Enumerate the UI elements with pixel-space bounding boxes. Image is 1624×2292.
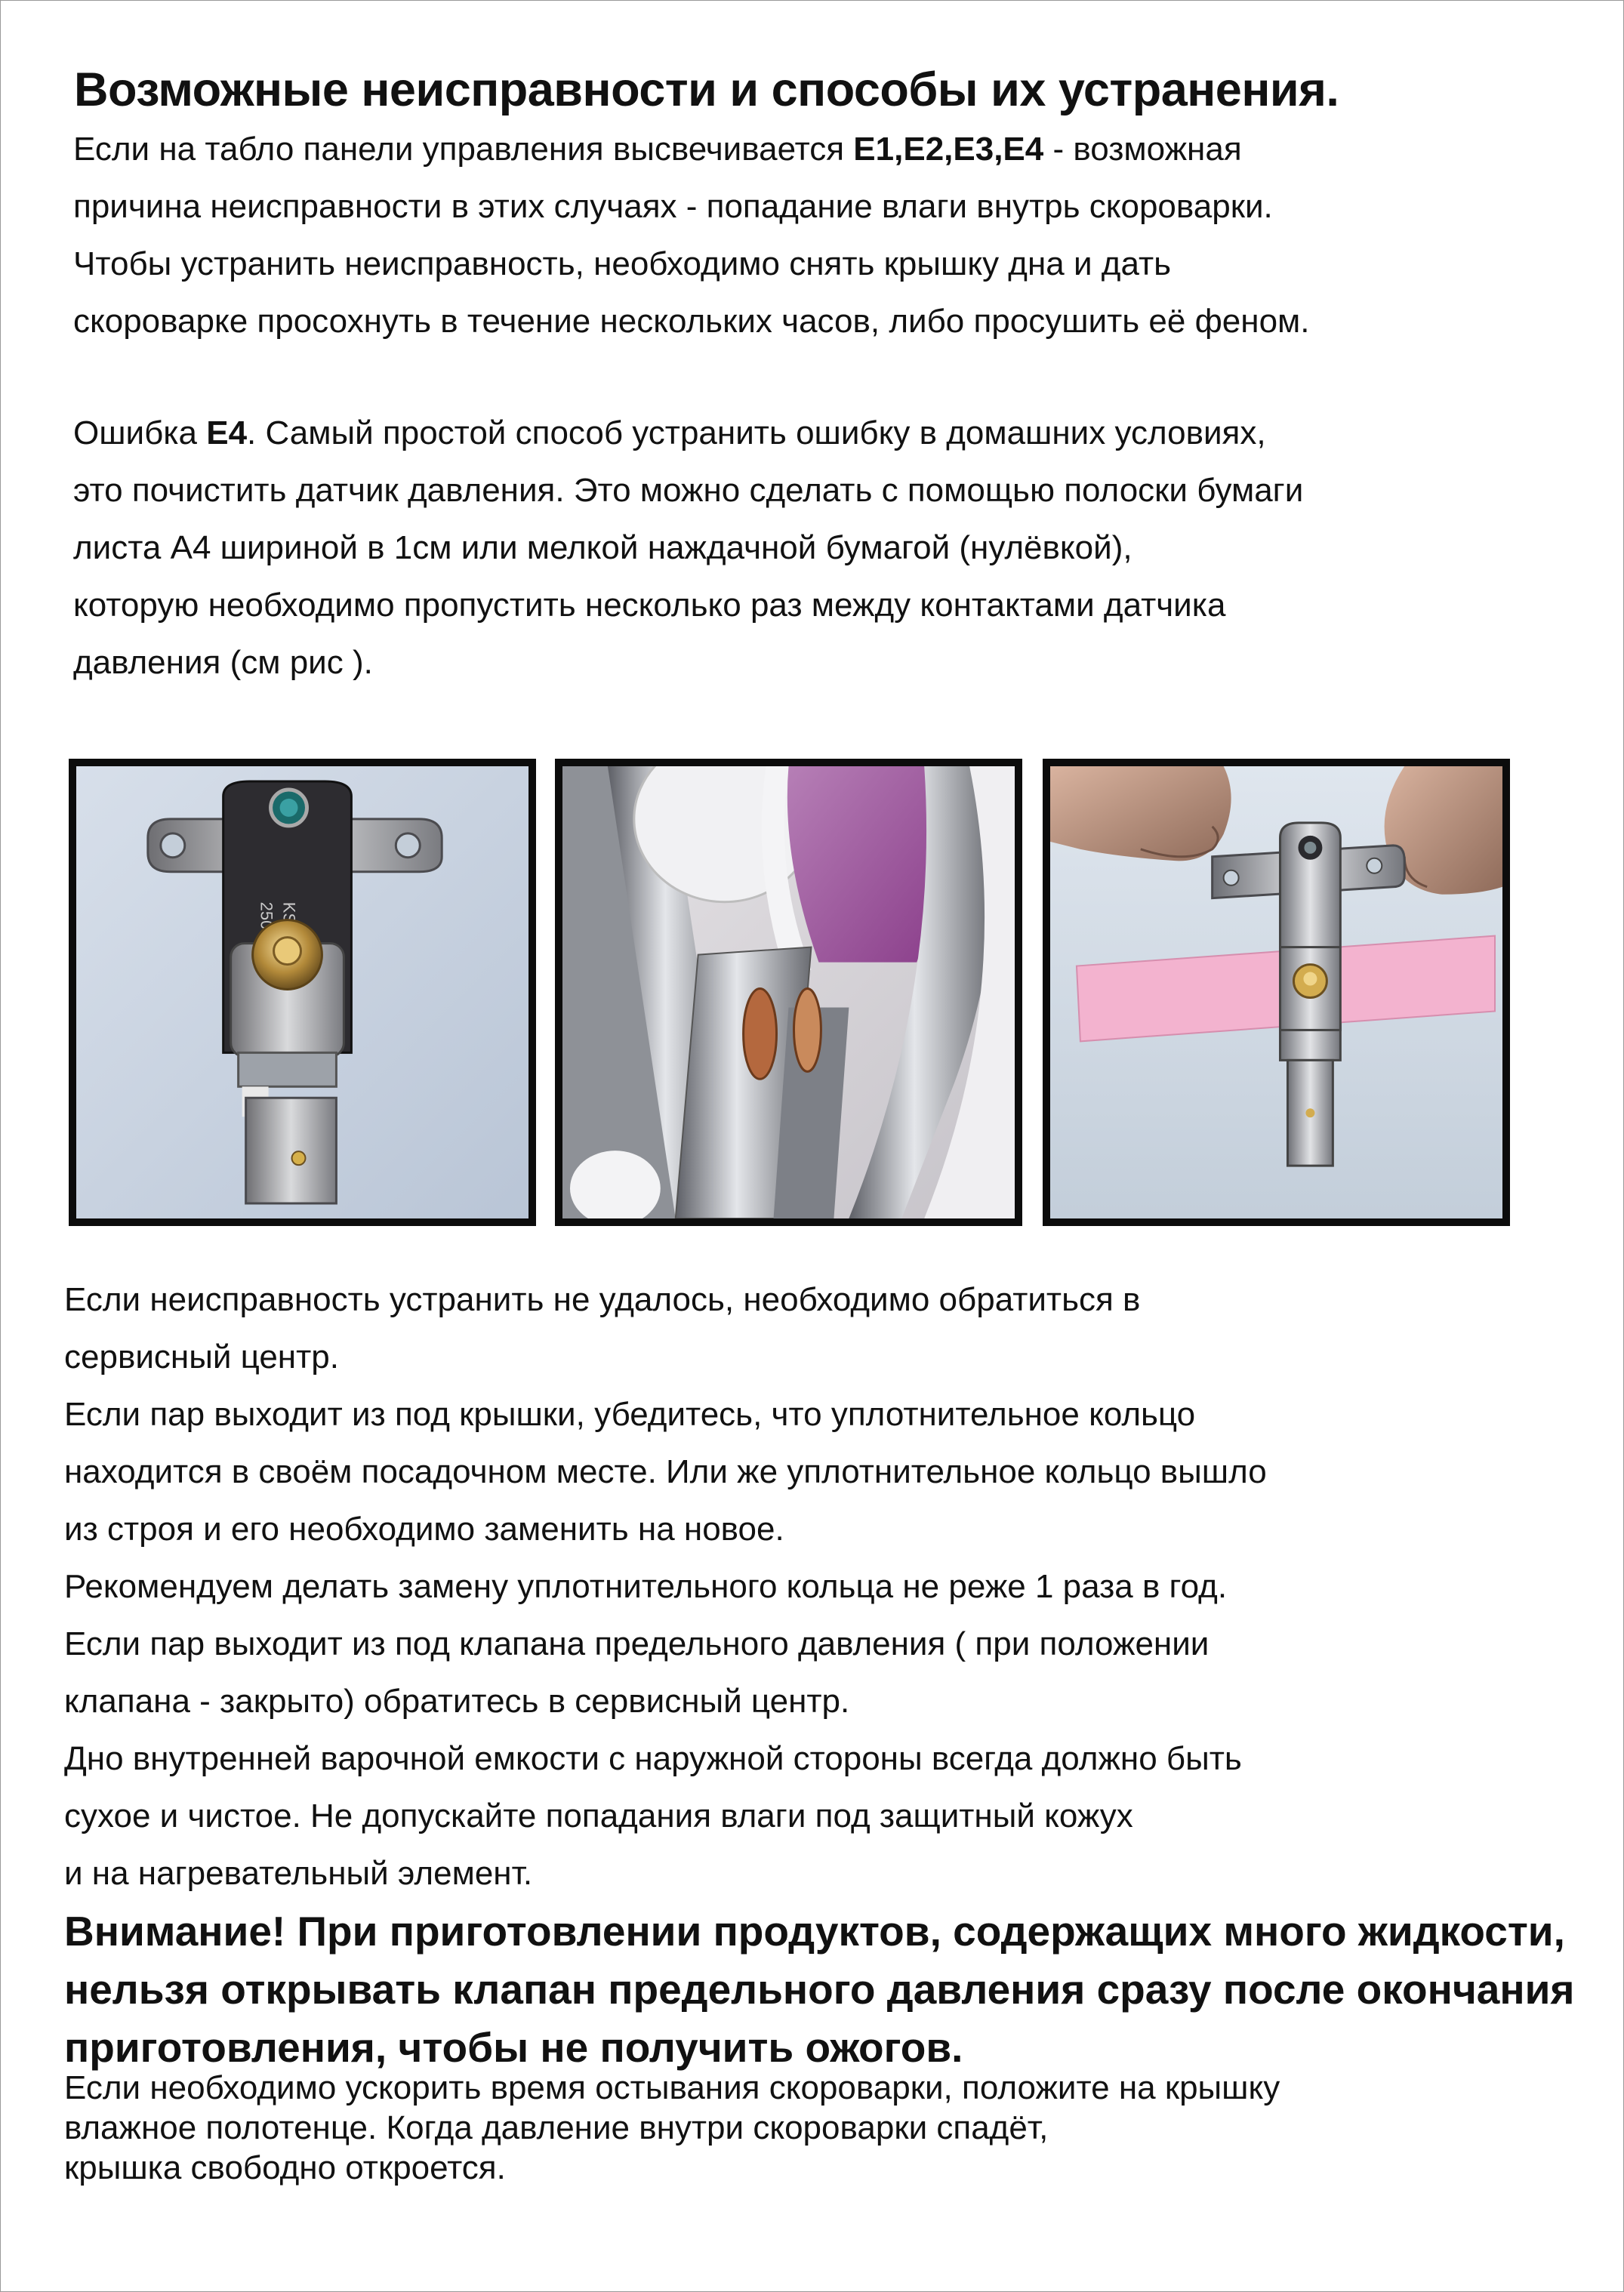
e4-paragraph bbox=[73, 405, 1583, 692]
e4-line-2: это почистить датчик давления. Это можно сделать с помощью полоски бумаги bbox=[73, 472, 1304, 509]
warning-paragraph bbox=[64, 1902, 1604, 2077]
e4-line-1: Ошибка Е4. Самый простой способ устранить ошибку в домашних условиях, bbox=[73, 414, 1266, 451]
intro-line-3: Чтобы устранить неисправность, необходимо снять крышку дна и дать bbox=[73, 245, 1172, 282]
cooling-line: Если необходимо ускорить время остывания скороварки, положите на крышку bbox=[64, 2069, 1280, 2106]
e4-line-3: листа А4 шириной в 1см или мелкой наждачной бумагой (нулёвкой), bbox=[73, 529, 1132, 566]
photo-pressure-sensor bbox=[69, 759, 536, 1226]
cooling-line: влажное полотенце. Когда давление внутри скороварки спадёт, bbox=[64, 2109, 1049, 2146]
cooling-line: крышка свободно откроется. bbox=[64, 2149, 506, 2186]
cleaning-illustration bbox=[1050, 766, 1502, 1218]
intro-paragraph bbox=[73, 121, 1583, 350]
service-line: Рекомендуем делать замену уплотнительного кольца не реже 1 раза в год. bbox=[64, 1568, 1228, 1605]
warning-line: приготовления, чтобы не получить ожогов. bbox=[64, 2024, 963, 2071]
error-codes: Е1,Е2,Е3,Е4 bbox=[853, 131, 1044, 168]
service-line: из строя и его необходимо заменить на новое. bbox=[64, 1511, 784, 1548]
photo-cleaning-with-paper bbox=[1043, 759, 1510, 1226]
service-line: Если неисправность устранить не удалось, необходимо обратиться в bbox=[64, 1281, 1141, 1318]
service-line: и на нагревательный элемент. bbox=[64, 1855, 533, 1892]
service-line: Если пар выходит из под крышки, убедитесь, что уплотнительное кольцо bbox=[64, 1396, 1196, 1433]
service-line: Если пар выходит из под клапана предельного давления ( при положении bbox=[64, 1625, 1210, 1662]
intro-line-2: причина неисправности в этих случаях - попадание влаги внутрь скороварки. bbox=[73, 188, 1273, 225]
intro-line-4: скороварке просохнуть в течение нескольких часов, либо просушить её феном. bbox=[73, 303, 1310, 340]
warning-line: Внимание! При приготовлении продуктов, содержащих много жидкости, bbox=[64, 1908, 1565, 1955]
warning-line: нельзя открывать клапан предельного давления сразу после окончания bbox=[64, 1966, 1575, 2013]
pressure-sensor-illustration bbox=[76, 766, 528, 1218]
cooling-paragraph bbox=[64, 2068, 1574, 2188]
e4-line-4: которую необходимо пропустить несколько раз между контактами датчика bbox=[73, 587, 1226, 624]
service-line: сервисный центр. bbox=[64, 1339, 339, 1376]
service-line: находится в своём посадочном месте. Или же уплотнительное кольцо вышло bbox=[64, 1453, 1267, 1490]
e4-line-5: давления (см рис ). bbox=[73, 644, 373, 681]
intro-line-1: Если на табло панели управления высвечивается Е1,Е2,Е3,Е4 - возможная bbox=[73, 131, 1242, 168]
sensor-contacts-illustration bbox=[562, 766, 1015, 1218]
service-paragraph bbox=[64, 1271, 1574, 1902]
photo-sensor-contacts bbox=[555, 759, 1022, 1226]
error-code-e4: Е4 bbox=[206, 414, 248, 451]
page-title: Возможные неисправности и способы их устранения. bbox=[74, 63, 1339, 116]
service-line: клапана - закрыто) обратитесь в сервисный центр. bbox=[64, 1683, 850, 1720]
service-line: Дно внутренней варочной емкости с наружной стороны всегда должно быть bbox=[64, 1740, 1242, 1777]
service-line: сухое и чистое. Не допускайте попадания влаги под защитный кожух bbox=[64, 1798, 1133, 1835]
